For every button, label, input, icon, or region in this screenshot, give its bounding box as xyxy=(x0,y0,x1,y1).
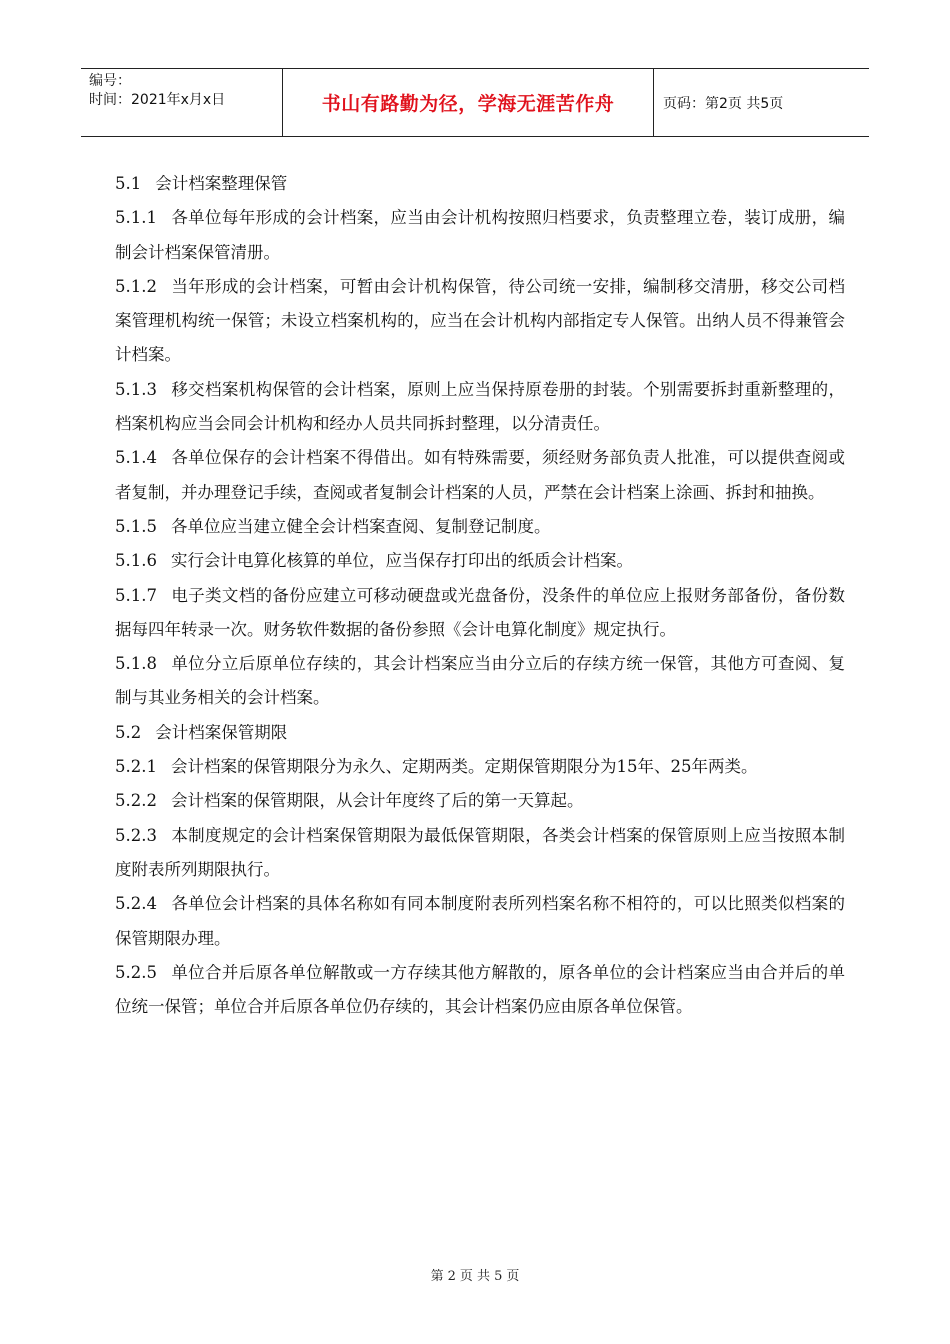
header-motto: 书山有路勤为径，学海无涯苦作舟 xyxy=(283,69,654,136)
paragraph-text: 各单位每年形成的会计档案，应当由会计机构按照归档要求，负责整理立卷，装订成册，编制会计档案保管清册。 xyxy=(115,208,845,262)
page-footer xyxy=(0,1265,950,1284)
paragraph-text: 当年形成的会计档案，可暂由会计机构保管，待公司统一安排，编制移交清册，移交公司档案管理机构统一保管；未设立档案机构的，应当在会计机构内部指定专人保管。出纳人员不得兼管会计档案。 xyxy=(115,276,845,365)
paragraph xyxy=(115,716,845,750)
section-number: 5.1.3 xyxy=(115,379,157,399)
paragraph-text: 单位分立后原单位存续的，其会计档案应当由分立后的存续方统一保管，其他方可查阅、复制与其业务相关的会计档案。 xyxy=(115,654,845,708)
paragraph xyxy=(115,579,845,648)
footer-page-number: 2 xyxy=(447,1269,456,1284)
footer-total-pages: 5 xyxy=(494,1269,503,1284)
paragraph xyxy=(115,544,845,578)
section-number: 5.2 xyxy=(115,722,142,742)
paragraph-text: 实行会计电算化核算的单位，应当保存打印出的纸质会计档案。 xyxy=(170,551,633,571)
paragraph-text: 本制度规定的会计档案保管期限为最低保管期限，各类会计档案的保管原则上应当按照本制度附表所列期限执行。 xyxy=(115,825,845,879)
section-number: 5.2.5 xyxy=(115,962,157,982)
document-body xyxy=(115,167,845,1024)
paragraph-text: 各单位会计档案的具体名称如有同本制度附表所列档案名称不相符的，可以比照类似档案的保管期限办理。 xyxy=(115,894,845,948)
paragraph xyxy=(115,510,845,544)
paragraph-text: 电子类文档的备份应建立可移动硬盘或光盘备份，没条件的单位应上报财务部备份，备份数据每四年转录一次。财务软件数据的备份参照《会计电算化制度》规定执行。 xyxy=(115,585,845,639)
paragraph xyxy=(115,750,845,784)
paragraph xyxy=(115,373,845,442)
paragraph xyxy=(115,819,845,888)
paragraph-text: 各单位应当建立健全会计档案查阅、复制登记制度。 xyxy=(170,516,551,536)
paragraph-text: 会计档案的保管期限分为永久、定期两类。定期保管期限分为15年、25年两类。 xyxy=(170,757,758,777)
footer-prefix: 第 xyxy=(430,1269,444,1284)
section-number: 5.1.5 xyxy=(115,516,157,536)
header-info-cell xyxy=(81,69,283,136)
paragraph xyxy=(115,201,845,270)
code-label: 编号： xyxy=(89,73,131,89)
paragraph-text: 会计档案整理保管 xyxy=(155,174,288,193)
section-number: 5.1.8 xyxy=(115,654,157,674)
footer-suffix: 页 xyxy=(506,1269,520,1284)
paragraph xyxy=(115,167,845,201)
section-number: 5.2.3 xyxy=(115,825,157,845)
section-number: 5.2.1 xyxy=(115,757,157,777)
paragraph-text: 单位合并后原各单位解散或一方存续其他方解散的，原各单位的会计档案应当由合并后的单位统一保管；单位合并后原各单位仍存续的，其会计档案仍应由原各单位保管。 xyxy=(115,962,845,1017)
section-number: 5.2.4 xyxy=(115,894,157,914)
paragraph-text: 会计档案保管期限 xyxy=(155,722,288,742)
time-label: 时间：2021年x月x日 xyxy=(89,92,226,108)
paragraph-text: 各单位保存的会计档案不得借出。如有特殊需要，须经财务部负责人批准，可以提供查阅或者复制，并办理登记手续，查阅或者复制会计档案的人员，严禁在会计档案上涂画、拆封和抽换。 xyxy=(115,448,845,502)
paragraph xyxy=(115,270,845,373)
paragraph-text: 会计档案的保管期限，从会计年度终了后的第一天算起。 xyxy=(170,791,584,811)
section-number: 5.1.6 xyxy=(115,551,157,571)
section-number: 5.1.4 xyxy=(115,448,157,468)
paragraph xyxy=(115,441,845,510)
section-number: 5.1.7 xyxy=(115,585,157,605)
paragraph xyxy=(115,887,845,956)
section-number: 5.2.2 xyxy=(115,791,157,811)
section-number: 5.1 xyxy=(115,174,142,193)
paragraph xyxy=(115,956,845,1025)
paragraph-text: 移交档案机构保管的会计档案，原则上应当保持原卷册的封装。个别需要拆封重新整理的，档案机构应当会同会计机构和经办人员共同拆封整理，以分清责任。 xyxy=(115,379,845,434)
paragraph xyxy=(115,784,845,818)
header-page-label: 页码：第2页 共5页 xyxy=(663,95,784,112)
section-number: 5.1.1 xyxy=(115,208,157,228)
footer-mid: 页 共 xyxy=(459,1269,491,1284)
page-header xyxy=(81,68,869,137)
paragraph xyxy=(115,647,845,716)
section-number: 5.1.2 xyxy=(115,276,157,296)
